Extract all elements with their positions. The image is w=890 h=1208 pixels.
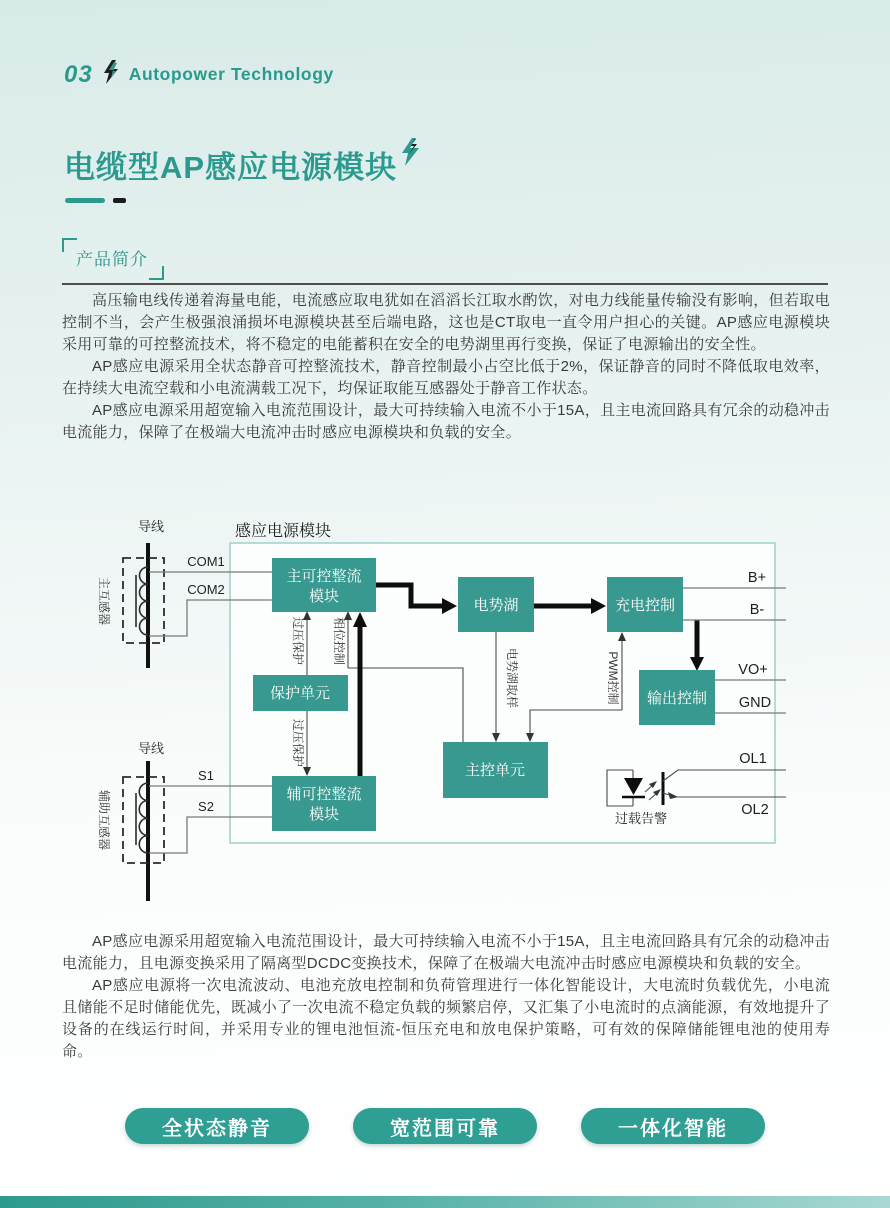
feature-pill-quiet: 全状态静音 [125, 1108, 309, 1144]
ovp-bottom-label: 过压保护 [291, 718, 305, 768]
top-wire-label: 导线 [137, 519, 165, 534]
lake-sample-label: 电势湖取样 [505, 647, 519, 709]
bottom-wire-label: 导线 [137, 741, 165, 756]
aux-ct-group [97, 741, 164, 901]
body-paragraph: AP感应电源采用超宽输入电流范围设计，最大可持续输入电流不小于15A，且主电流回路具有冗余的动稳冲击电流能力，且电源变换采用了隔离型DCDC变换技术，保障了在极端大电流冲击时感应电源模块和负载的安全。 [62, 933, 830, 972]
s1-label: S1 [198, 768, 214, 783]
b-minus-label: B- [749, 602, 765, 618]
block-diagram [0, 505, 890, 905]
phase-label: 相位控制 [332, 616, 346, 666]
s2-label: S2 [198, 799, 214, 814]
ol2-label: OL2 [741, 802, 769, 818]
lightning-icon [102, 60, 120, 89]
protection-label: 保护单元 [269, 685, 331, 702]
pwm-label: PWM控制 [606, 651, 620, 705]
com1-label: COM1 [187, 554, 225, 569]
intro-paragraph: 高压输电线传递着海量电能，电流感应取电犹如在滔滔长江取水酌饮，对电力线能量传输没有影响，但若取电控制不当，会产生极强浪涌损坏电源模块甚至后端电路，这也是CT取电一直令用户担心的关键。AP感应电源模块采用可靠的可控整流技术，将不稳定的电能蓄积在安全的电势湖里再行变换，保证了电源输出的安全性。 [62, 292, 830, 353]
diagram-title: 感应电源模块 [235, 523, 332, 540]
aux-rectifier-label-2: 模块 [308, 806, 340, 823]
feature-pill-integrated: 一体化智能 [581, 1108, 765, 1144]
mcu-label: 主控单元 [464, 762, 526, 779]
ol1-label: OL1 [739, 751, 767, 767]
title-block [64, 142, 421, 187]
b-plus-label: B+ [747, 570, 767, 586]
intro-paragraph: AP感应电源采用超宽输入电流范围设计，最大可持续输入电流不小于15A，且主电流回路具有冗余的动稳冲击电流能力，保障了在极端大电流冲击时感应电源模块和负载的安全。 [62, 402, 830, 441]
main-ct-label: 主互感器 [97, 576, 111, 626]
mcu-block [443, 742, 548, 798]
output-control-label: 输出控制 [646, 690, 708, 707]
overload-alarm-label: 过载告警 [614, 811, 668, 826]
lake-block [458, 577, 534, 632]
gnd-label: GND [738, 695, 772, 711]
footer-accent-bar [0, 1196, 890, 1208]
aux-rectifier-block [272, 776, 376, 831]
page-number: 03 [64, 60, 93, 88]
title-underline-accent [65, 198, 105, 203]
main-rectifier-label-2: 模块 [308, 588, 340, 605]
main-ct-group [97, 519, 164, 668]
output-control-block [639, 670, 715, 725]
page-header [64, 60, 334, 89]
section-rule [62, 283, 828, 285]
intro-paragraph: AP感应电源采用全状态静音可控整流技术，静音控制最小占空比低于2%，保证静音的同时不降低取电效率，在持续大电流空载和小电流满载工况下，均保证取能互感器处于静音工作状态。 [62, 358, 830, 397]
charge-control-block [607, 577, 683, 632]
ovp-top-label: 过压保护 [291, 616, 305, 666]
brand-name: Autopower Technology [128, 64, 334, 84]
main-rectifier-block [272, 558, 376, 612]
title-underline-dot [113, 198, 126, 203]
section-title: 产品简介 [62, 236, 164, 280]
com2-label: COM2 [187, 582, 225, 597]
body-paragraph: AP感应电源将一次电流波动、电池充放电控制和负荷管理进行一体化智能设计，大电流时负载优先，小电流且储能不足时储能优先，既减小了一次电流不稳定负载的频繁启停，又汇集了小电流时的点滴能源，有效地提升了设备的在线运行时间，并采用专业的锂电池恒流-恒压充电和放电保护策略，可有效的保障储能锂电池的使用寿命。 [62, 977, 830, 1060]
intro-paragraphs [62, 290, 830, 444]
page-title: 电缆型AP感应电源模块 [64, 150, 398, 185]
feature-pills [0, 1108, 890, 1144]
feature-pill-wide-range: 宽范围可靠 [353, 1108, 537, 1144]
protection-block [253, 675, 348, 711]
lake-label: 电势湖 [473, 597, 519, 614]
main-rectifier-label-1: 主可控整流 [286, 568, 362, 585]
charge-control-label: 充电控制 [614, 597, 676, 614]
title-lightning-icon [399, 138, 421, 171]
aux-ct-label: 辅助互感器 [97, 789, 111, 851]
aux-rectifier-label-1: 辅可控整流 [286, 786, 362, 803]
vo-plus-label: VO+ [738, 662, 768, 678]
body-paragraphs [62, 931, 830, 1063]
